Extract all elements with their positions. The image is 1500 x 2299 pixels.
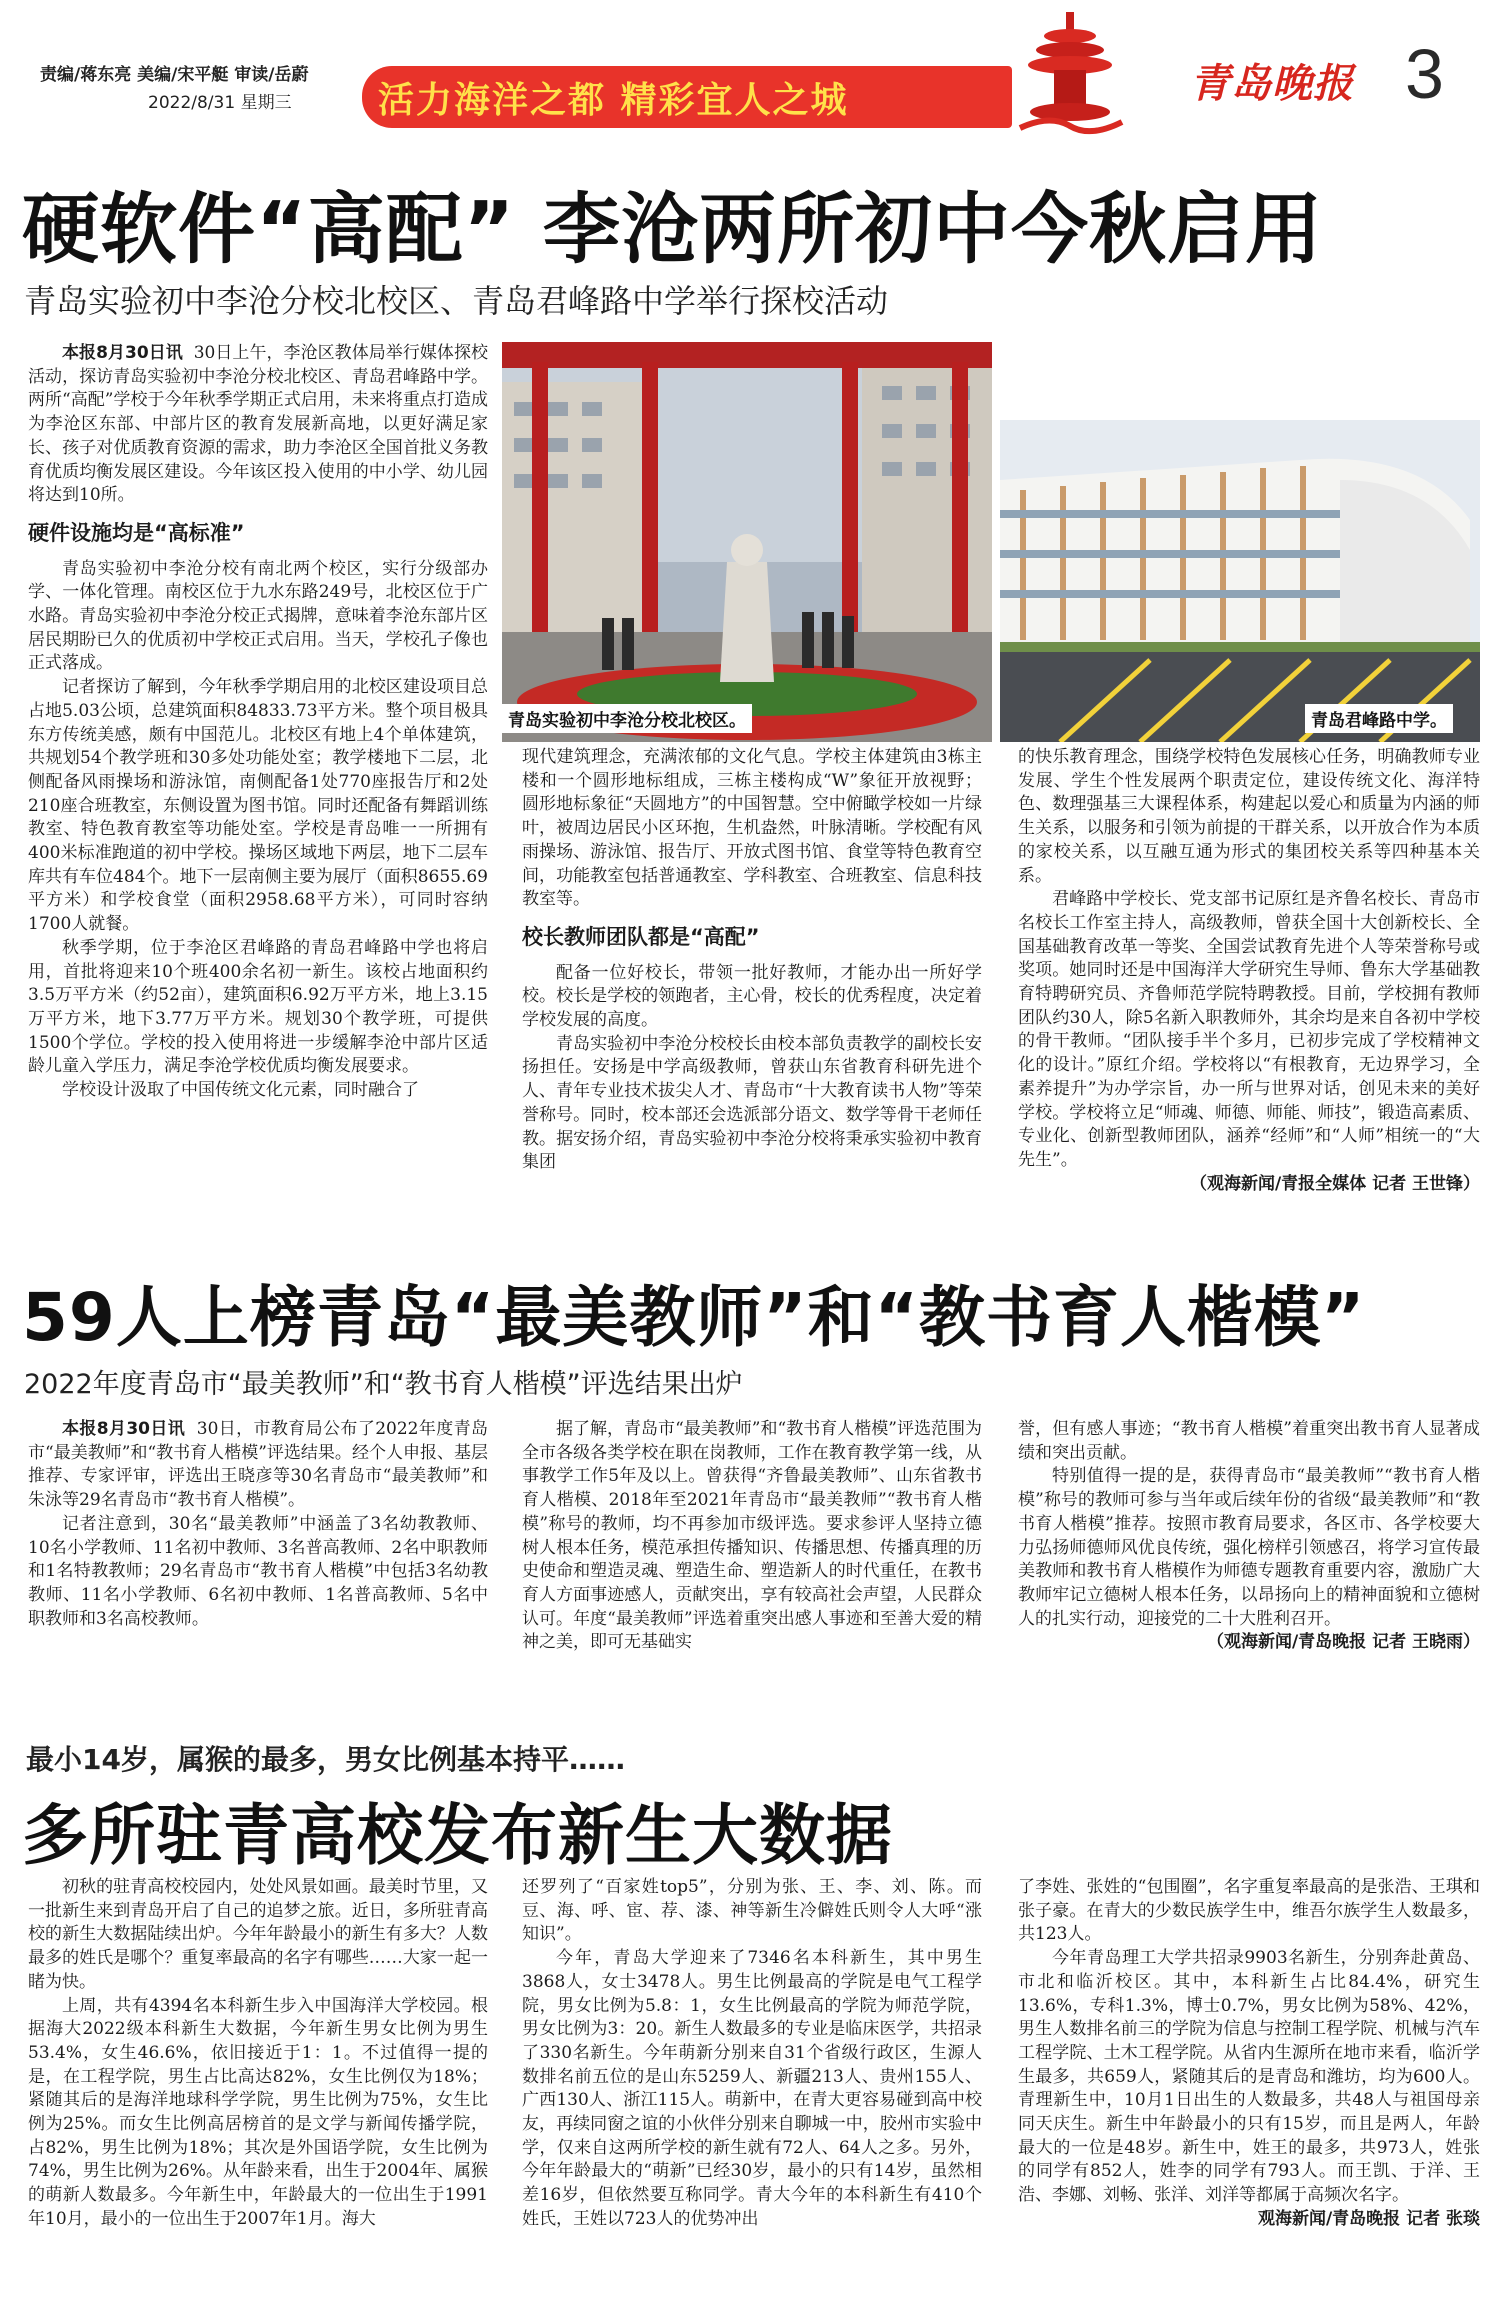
newspaper-logo: 青岛晚报 bbox=[1190, 60, 1354, 107]
issue-date: 2022/8/31 星期三 bbox=[148, 93, 292, 113]
article2-column-2 bbox=[522, 1418, 982, 1700]
article3-paragraph: 了李姓、张姓的“包围圈”，名字重复率最高的是张浩、王琪和张子豪。在青大的少数民族学生中，维吾尔族学生人数最多，共123人。 bbox=[1018, 1877, 1480, 1945]
article1-paragraph: 记者探访了解到，今年秋季学期启用的北校区建设项目总占地5.03公顷，总建筑面积84833.73平方米。整个项目极具东方传统美感，颇有中国范儿。北校区有地上4个单体建筑，共规划54个教学班和30多处功能处室；教学楼地下二层，北侧配备风雨操场和游泳馆，南侧配备1处770座报告厅和2处210座合班教室，东侧设置为图书馆。同时还配备有舞蹈训练教室、特色教育教室等功能处室。学校是青岛唯一一所拥有400米标准跑道的初中学校。操场区域地下两层，地下二层车库共有车位484个。地下一层南侧主要为展厅（面积8655.69平方米）和学校食堂（面积2958.68平方米），可同时容纳1700人就餐。 bbox=[28, 677, 488, 935]
article1-column-2 bbox=[522, 746, 982, 1352]
article2-byline: （观海新闻/青岛晚报 记者 王晓雨） bbox=[1206, 1632, 1480, 1653]
article1-column-1 bbox=[28, 342, 488, 1352]
photo-north-campus bbox=[502, 342, 992, 742]
article1-paragraph: 的快乐教育理念，围绕学校特色发展核心任务，明确教师专业发展、学生个性发展两个职责定位，建设传统文化、海洋特色、数理强基三大课程体系，构建起以爱心和质量为内涵的师生关系，以服务和引领为前提的干群关系，以开放合作为本质的家校关系，以互融互通为形式的集团校关系等四种基本关系。 bbox=[1018, 747, 1480, 886]
article1-paragraph: 配备一位好校长，带领一批好教师，才能办出一所好学校。校长是学校的领跑者，主心骨，校长的优秀程度，决定着学校发展的高度。 bbox=[522, 962, 982, 1031]
article2-column-3 bbox=[1018, 1418, 1480, 1718]
article1-section-heading: 校长教师团队都是“高配” bbox=[522, 924, 760, 949]
article2-paragraph: 据了解，青岛市“最美教师”和“教书育人楷模”评选范围为全市各级各类学校在职在岗教师，工作在教育教学第一线，从事教学工作5年及以上。曾获得“齐鲁最美教师”、山东省教书育人楷模、2018年至2021年青岛市“最美教师”“教书育人楷模”称号的教师，均不再参加市级评选。要求参评人坚持立德树人根本任务，模范承担传播知识、传播思想、传播真理的历史使命和塑造灵魂、塑造生命、塑造新人的时代重任，在教书育人方面事迹感人，贡献突出，享有较高社会声望，人民群众认可。年度“最美教师”评选着重突出感人事迹和至善大爱的精神之美，即可无基础实 bbox=[522, 1419, 982, 1653]
article2-dateline: 本报8月30日讯 bbox=[62, 1419, 186, 1439]
article3-byline: 观海新闻/青岛晚报 记者 张琰 bbox=[1257, 2208, 1480, 2229]
article1-paragraph: 青岛实验初中李沧分校有南北两个校区，实行分级部办学、一体化管理。南校区位于九水东路249号，北校区位于广水路。青岛实验初中李沧分校正式揭牌，意味着李沧东部片区居民期盼已久的优质初中学校正式启用。当天，学校孔子像也正式落成。 bbox=[28, 558, 488, 674]
article1-dateline: 本报8月30日讯 bbox=[62, 343, 183, 363]
article2-paragraph: 30日，市教育局公布了2022年度青岛市“最美教师”和“教书育人楷模”评选结果。经个人申报、基层推荐、专家评审，评选出王晓彦等30名青岛市“最美教师”和朱泳等29名青岛市“教书育人楷模”。 bbox=[28, 1419, 488, 1511]
tower-logo-icon bbox=[1010, 10, 1130, 138]
junfeng-school-photo-icon bbox=[1000, 420, 1480, 742]
photo2-caption: 青岛君峰路中学。 bbox=[1305, 704, 1453, 733]
article3-paragraph: 还罗列了“百家姓top5”，分别为张、王、李、刘、陈。而豆、海、呼、宦、荐、漆、神等新生冷僻姓氏则令人大呼“涨知识”。 bbox=[522, 1877, 982, 1945]
article3-kicker: 最小14岁，属猴的最多，男女比例基本持平…… bbox=[26, 1743, 625, 1776]
article2-headline: 59人上榜青岛“最美教师”和“教书育人楷模” bbox=[22, 1279, 1366, 1356]
editors-credit: 责编/蒋东亮 美编/宋平艇 审读/岳蔚 bbox=[40, 65, 309, 85]
article3-column-3 bbox=[1018, 1876, 1480, 2296]
article1-paragraph: 君峰路中学校长、党支部书记原红是齐鲁名校长、青岛市名校长工作室主持人，高级教师，曾获全国十大创新校长、全国基础教育改革一等奖、全国尝试教育先进个人等荣誉称号或奖项。她同时还是中国海洋大学研究生导师、鲁东大学基础教育特聘研究员、齐鲁师范学院特聘教授。目前，学校拥有教师团队约30人，除5名新入职教师外，其余均是来自各初中学校的骨干教师。“团队接手半个多月，已初步完成了学校精神文化的设计。”原红介绍。学校将以“有根教育，无边界学习，全素养提升”为办学宗旨，办一所与世界对话，创见未来的美好学校。学校将立足“师魂、师德、师能、师技”，锻造高素质、专业化、创新型教师团队，涵养“经师”和“人师”相统一的“大先生”。 bbox=[1018, 889, 1480, 1170]
article1-paragraph: 学校设计汲取了中国传统文化元素，同时融合了 bbox=[62, 1080, 419, 1101]
article2-column-1 bbox=[28, 1418, 488, 1700]
article1-paragraph: 青岛实验初中李沧分校校长由校本部负责教学的副校长安扬担任。安扬是中学高级教师，曾获山东省教育科研先进个人、青年专业技术拔尖人才、青岛市“十大教育读书人物”等荣誉称号。同时，校本部还会选派部分语文、数学等骨干老师任教。据安扬介绍，青岛实验初中李沧分校将秉承实验初中教育集团 bbox=[522, 1033, 982, 1173]
article3-paragraph: 今年，青岛大学迎来了7346名本科新生，其中男生3868人，女士3478人。男生比例最高的学院是电气工程学院，男女比例为5.8：1，女生比例最高的学院为师范学院，男女比例为3：20。新生人数最多的专业是临床医学，共招录了330名新生。今年萌新分别来自31个省级行政区，生源人数排名前五位的是山东5259人、新疆213人、贵州155人、广西130人、浙江115人。萌新中，在青大更容易碰到高中校友，再续同窗之谊的小伙伴分别来自聊城一中，胶州市实验中学，仅来自这两所学校的新生就有72人、64人之多。另外，今年年龄最大的“萌新”已经30岁，最小的只有14岁，虽然相差16岁，但依然要互称同学。青大今年的本科新生有410个姓氏，王姓以723人的优势冲出 bbox=[522, 1948, 982, 2229]
article3-headline: 多所驻青高校发布新生大数据 bbox=[22, 1797, 893, 1874]
article3-column-1 bbox=[28, 1876, 488, 2292]
article3-paragraph: 今年青岛理工大学共招录9903名新生，分别奔赴黄岛、市北和临沂校区。其中，本科新生占比84.4%，研究生13.6%，专科1.3%，博士0.7%，男女比例为58%、42%，男生人数排名前三的学院为信息与控制工程学院、机械与汽车工程学院、土木工程学院。从省内生源所在地市来看，临沂学生最多，共659人，紧随其后的是青岛和潍坊，均为600人。青理新生中，10月1日出生的人数最多，共48人与祖国母亲同天庆生。新生中年龄最小的只有15岁，而且是两人，年龄最大的一位是48岁。新生中，姓王的最多，共973人，姓张的同学有852人，姓李的同学有793人。而王凯、于洋、王浩、李娜、刘畅、张洋、刘洋等都属于高频次名字。 bbox=[1018, 1948, 1480, 2206]
article3-paragraph: 初秋的驻青高校校园内，处处风景如画。最美时节里，又一批新生来到青岛开启了自己的追梦之旅。近日，多所驻青高校的新生大数据陆续出炉。今年年龄最小的新生有多大？人数最多的姓氏是哪个？重复率最高的名字有哪些……大家一起一睹为快。 bbox=[28, 1877, 488, 1992]
north-campus-photo-icon bbox=[502, 342, 992, 742]
article1-paragraph: 30日上午，李沧区教体局举行媒体探校活动，探访青岛实验初中李沧分校北校区、青岛君峰路中学。两所“高配”学校于今年秋季学期正式启用，未来将重点打造成为李沧区东部、中部片区的教育发展新高地，以更好满足家长、孩子对优质教育资源的需求，助力李沧区全国首批义务教育优质均衡发展区建设。今年该区投入使用的中小学、幼儿园将达到10所。 bbox=[28, 343, 488, 506]
article1-headline: 硬软件“高配” 李沧两所初中今秋启用 bbox=[22, 186, 1324, 275]
article1-subheadline: 青岛实验初中李沧分校北校区、青岛君峰路中学举行探校活动 bbox=[24, 282, 889, 320]
article2-paragraph: 记者注意到，30名“最美教师”中涵盖了3名幼教教师、10名小学教师、11名初中教师、3名普高教师、2名中职教师和1名特教教师；29名青岛市“教书育人楷模”中包括3名幼教教师、11名小学教师、6名初中教师、1名普高教师、5名中职教师和3名高校教师。 bbox=[28, 1513, 488, 1629]
masthead bbox=[0, 0, 1500, 150]
slogan-text: 活力海洋之都 精彩宜人之城 bbox=[378, 80, 849, 121]
article1-section-heading: 硬件设施均是“高标准” bbox=[28, 520, 245, 545]
article2-paragraph: 特别值得一提的是，获得青岛市“最美教师”“教书育人楷模”称号的教师可参与当年或后续年份的省级“最美教师”和“教书育人楷模”推荐。按照市教育局要求，各区市、各学校要大力弘扬师德师风优良传统，强化榜样引领感召，将学习宣传最美教师和教书育人楷模作为师德专题教育重要内容，激励广大教师牢记立德树人根本任务，以昂扬向上的精神面貌和立德树人的扎实行动，迎接党的二十大胜利召开。 bbox=[1018, 1466, 1480, 1629]
photo-junfeng-school bbox=[1000, 420, 1480, 742]
article2-subheadline: 2022年度青岛市“最美教师”和“教书育人楷模”评选结果出炉 bbox=[24, 1369, 743, 1400]
article2-paragraph: 誉，但有感人事迹；“教书育人楷模”着重突出教书育人显著成绩和突出贡献。 bbox=[1018, 1419, 1480, 1463]
article3-column-2 bbox=[522, 1876, 982, 2292]
photo1-caption: 青岛实验初中李沧分校北校区。 bbox=[502, 704, 752, 733]
article1-paragraph: 秋季学期，位于李沧区君峰路的青岛君峰路中学也将启用，首批将迎来10个班400余名初一新生。该校占地面积约3.5万平方米（约52亩），建筑面积6.92万平方米，地上3.15万平方米，地下3.77万平方米。规划30个教学班，可提供1500个学位。学校的投入使用将进一步缓解李沧中部片区适龄儿童入学压力，满足李沧学校优质均衡发展要求。 bbox=[28, 937, 488, 1077]
article3-paragraph: 上周，共有4394名本科新生步入中国海洋大学校园。根据海大2022级本科新生大数据，今年新生男女比例为男生53.4%，女生46.6%，依旧接近于1：1。不过值得一提的是，在工程学院，男生占比高达82%，女生比例仅为18%；紧随其后的是海洋地球科学学院，男生比例为75%，女生比例为25%。而女生比例高居榜首的是文学与新闻传播学院，占82%，男生比例为18%；其次是外国语学院，女生比例为74%，男生比例为26%。从年龄来看，出生于2004年、属猴的萌新人数最多。今年新生中，年龄最大的一位出生于1991年10月，最小的一位出生于2007年1月。海大 bbox=[28, 1995, 488, 2229]
page-number: 3 bbox=[1405, 35, 1444, 113]
article1-paragraph: 现代建筑理念，充满浓郁的文化气息。学校主体建筑由3栋主楼和一个圆形地标组成，三栋主楼构成“W”象征开放视野；圆形地标象征“天圆地方”的中国智慧。空中俯瞰学校如一片绿叶，被周边居民小区环抱，生机盎然，叶脉清晰。学校配有风雨操场、游泳馆、报告厅、开放式图书馆、食堂等特色教育空间，功能教室包括普通教室、学科教室、合班教室、信息科技教室等。 bbox=[522, 747, 982, 910]
article1-byline: （观海新闻/青报全媒体 记者 王世锋） bbox=[1189, 1173, 1480, 1194]
